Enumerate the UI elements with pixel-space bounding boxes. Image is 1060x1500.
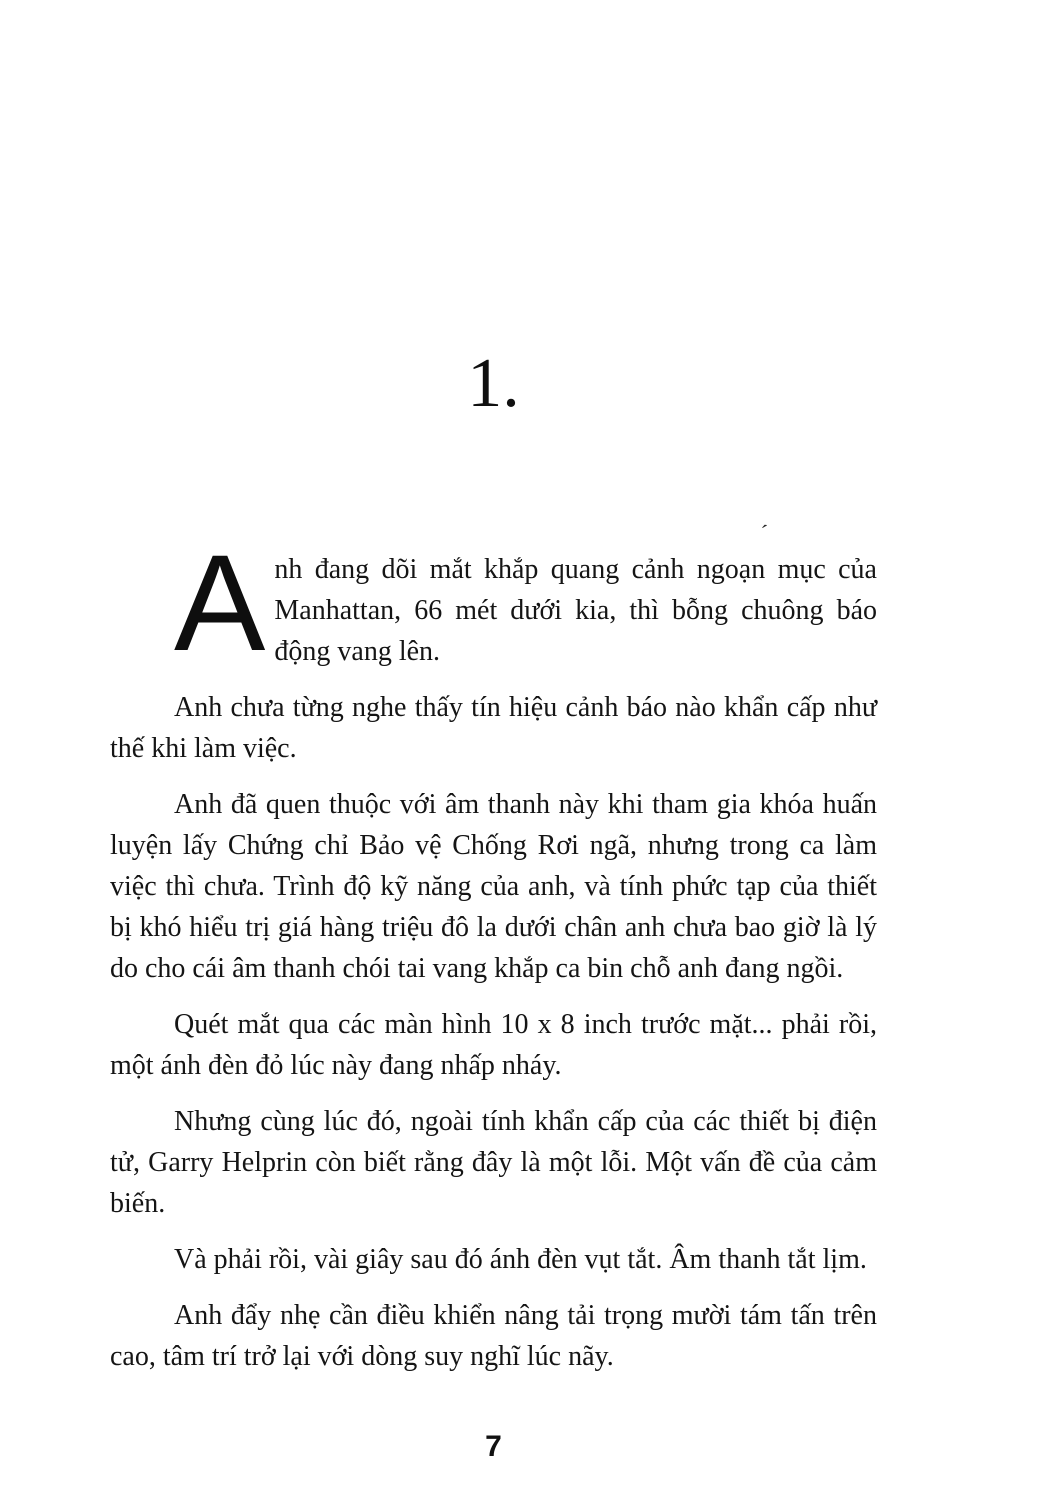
paragraph-2: Anh chưa từng nghe thấy tín hiệu cảnh báo nào khẩn cấp như thế khi làm việc. xyxy=(110,692,877,764)
paragraph-3: Anh đã quen thuộc với âm thanh này khi tham gia khóa huấn luyện lấy Chứng chỉ Bảo vệ Chống Rơi ngã, nhưng trong ca làm việc thì chưa. Trình độ kỹ năng của anh, và tính phức tạp của thiết bị khó hiểu trị giá hàng triệu đô la dưới chân anh chưa bao giờ là lý do cho cái âm thanh chói tai vang khắp ca bin chỗ anh đang ngồi. xyxy=(110,789,877,984)
paragraph-4: Quét mắt qua các màn hình 10 x 8 inch trước mặt... phải rồi, một ánh đèn đỏ lúc này đang nhấp nháy. xyxy=(110,1009,877,1081)
page-content xyxy=(110,527,877,1392)
paragraph-7: Anh đẩy nhẹ cần điều khiển nâng tải trọng mười tám tấn trên cao, tâm trí trở lại với dòng suy nghĩ lúc nãy. xyxy=(110,1300,877,1372)
paragraph-1 xyxy=(110,527,877,680)
scan-artifact-mark: ´ xyxy=(758,519,769,546)
page-number: 7 xyxy=(485,1430,502,1463)
paragraph-6: Và phải rồi, vài giây sau đó ánh đèn vụt tắt. Âm thanh tắt lịm. xyxy=(174,1244,867,1275)
paragraph-1-text: nh đang dõi mắt khắp quang cảnh ngoạn mục của Manhattan, 66 mét dưới kia, thì bỗng chuông báo động vang lên. xyxy=(274,554,877,667)
paragraph-5: Nhưng cùng lúc đó, ngoài tính khẩn cấp của các thiết bị điện tử, Garry Helprin còn biết rằng đây là một lỗi. Một vấn đề của cảm biến. xyxy=(110,1106,877,1219)
drop-cap-letter: A xyxy=(174,527,266,680)
chapter-number: 1. xyxy=(467,345,520,422)
